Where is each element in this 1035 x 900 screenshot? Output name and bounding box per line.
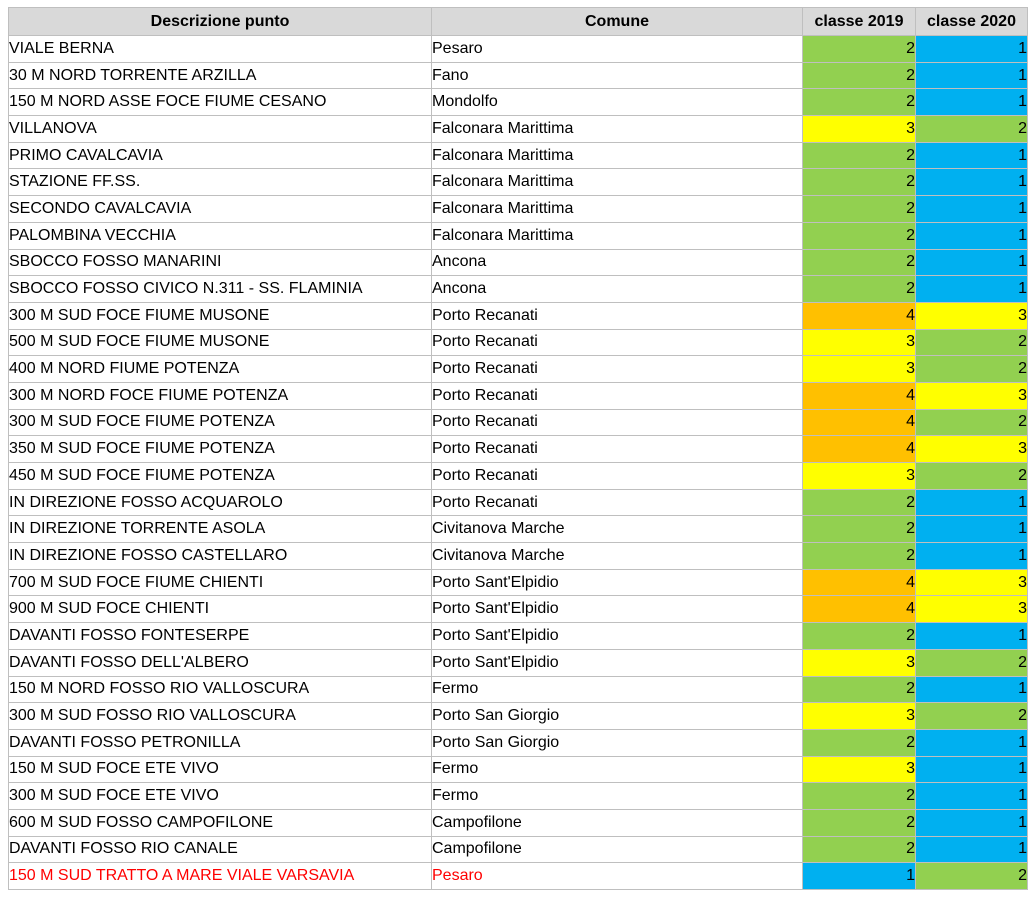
cell-classe-2020[interactable]: 2 — [916, 703, 1028, 730]
cell-classe-2020[interactable]: 1 — [916, 62, 1028, 89]
table-row — [9, 276, 1028, 303]
cell-classe-2019[interactable]: 2 — [803, 729, 916, 756]
cell-classe-2019[interactable]: 4 — [803, 436, 916, 463]
cell-descrizione[interactable]: 150 M SUD TRATTO A MARE VIALE VARSAVIA — [9, 863, 432, 890]
cell-classe-2020[interactable]: 1 — [916, 623, 1028, 650]
table-row — [9, 569, 1028, 596]
table-row — [9, 409, 1028, 436]
cell-classe-2020[interactable]: 3 — [916, 382, 1028, 409]
cell-descrizione[interactable]: STAZIONE FF.SS. — [9, 169, 432, 196]
table-row — [9, 249, 1028, 276]
cell-comune[interactable]: Porto Recanati — [432, 489, 803, 516]
cell-comune[interactable]: Porto San Giorgio — [432, 729, 803, 756]
cell-descrizione[interactable]: PRIMO CAVALCAVIA — [9, 142, 432, 169]
table-row — [9, 649, 1028, 676]
cell-comune[interactable]: Porto Recanati — [432, 463, 803, 490]
cell-descrizione[interactable]: PALOMBINA VECCHIA — [9, 222, 432, 249]
cell-descrizione[interactable]: DAVANTI FOSSO RIO CANALE — [9, 836, 432, 863]
cell-comune[interactable]: Porto Recanati — [432, 409, 803, 436]
cell-descrizione[interactable]: 350 M SUD FOCE FIUME POTENZA — [9, 436, 432, 463]
cell-classe-2019[interactable]: 3 — [803, 116, 916, 143]
cell-comune[interactable]: Mondolfo — [432, 89, 803, 116]
cell-descrizione[interactable]: 150 M SUD FOCE ETE VIVO — [9, 756, 432, 783]
cell-classe-2020[interactable]: 1 — [916, 196, 1028, 223]
cell-comune[interactable]: Falconara Marittima — [432, 169, 803, 196]
table-row — [9, 729, 1028, 756]
cell-classe-2020[interactable]: 1 — [916, 756, 1028, 783]
header-classe-2019[interactable]: classe 2019 — [803, 8, 916, 36]
cell-descrizione[interactable]: SBOCCO FOSSO MANARINI — [9, 249, 432, 276]
cell-descrizione[interactable]: VIALE BERNA — [9, 36, 432, 63]
table-row — [9, 222, 1028, 249]
table-row — [9, 116, 1028, 143]
cell-classe-2019[interactable]: 2 — [803, 676, 916, 703]
cell-comune[interactable]: Porto Recanati — [432, 382, 803, 409]
table-row — [9, 516, 1028, 543]
cell-descrizione[interactable]: 150 M NORD FOSSO RIO VALLOSCURA — [9, 676, 432, 703]
cell-comune[interactable]: Fermo — [432, 783, 803, 810]
cell-classe-2020[interactable]: 1 — [916, 516, 1028, 543]
header-descrizione[interactable]: Descrizione punto — [9, 8, 432, 36]
cell-classe-2019[interactable]: 2 — [803, 89, 916, 116]
cell-classe-2020[interactable]: 1 — [916, 543, 1028, 570]
cell-descrizione[interactable]: 600 M SUD FOSSO CAMPOFILONE — [9, 809, 432, 836]
cell-classe-2020[interactable]: 3 — [916, 596, 1028, 623]
table-row — [9, 329, 1028, 356]
cell-classe-2020[interactable]: 1 — [916, 276, 1028, 303]
cell-descrizione[interactable]: IN DIREZIONE TORRENTE ASOLA — [9, 516, 432, 543]
table-row — [9, 36, 1028, 63]
table-row — [9, 196, 1028, 223]
cell-descrizione[interactable]: DAVANTI FOSSO DELL'ALBERO — [9, 649, 432, 676]
cell-comune[interactable]: Falconara Marittima — [432, 222, 803, 249]
cell-classe-2020[interactable]: 2 — [916, 356, 1028, 383]
cell-descrizione[interactable]: VILLANOVA — [9, 116, 432, 143]
cell-comune[interactable]: Porto San Giorgio — [432, 703, 803, 730]
cell-descrizione[interactable]: 300 M NORD FOCE FIUME POTENZA — [9, 382, 432, 409]
cell-classe-2019[interactable]: 2 — [803, 836, 916, 863]
cell-classe-2020[interactable]: 3 — [916, 569, 1028, 596]
table-row — [9, 836, 1028, 863]
header-classe-2020[interactable]: classe 2020 — [916, 8, 1028, 36]
cell-classe-2020[interactable]: 2 — [916, 863, 1028, 890]
cell-classe-2020[interactable]: 1 — [916, 729, 1028, 756]
cell-classe-2019[interactable]: 1 — [803, 863, 916, 890]
cell-descrizione[interactable]: 450 M SUD FOCE FIUME POTENZA — [9, 463, 432, 490]
cell-classe-2019[interactable]: 2 — [803, 276, 916, 303]
cell-comune[interactable]: Falconara Marittima — [432, 196, 803, 223]
cell-classe-2019[interactable]: 3 — [803, 329, 916, 356]
cell-classe-2019[interactable]: 2 — [803, 543, 916, 570]
cell-classe-2020[interactable]: 2 — [916, 649, 1028, 676]
cell-descrizione[interactable]: IN DIREZIONE FOSSO ACQUAROLO — [9, 489, 432, 516]
cell-classe-2019[interactable]: 3 — [803, 756, 916, 783]
table-row — [9, 463, 1028, 490]
cell-classe-2019[interactable]: 4 — [803, 596, 916, 623]
cell-classe-2020[interactable]: 1 — [916, 249, 1028, 276]
cell-comune[interactable]: Fermo — [432, 756, 803, 783]
cell-classe-2019[interactable]: 4 — [803, 382, 916, 409]
cell-comune[interactable]: Pesaro — [432, 36, 803, 63]
cell-comune[interactable]: Porto Recanati — [432, 329, 803, 356]
classification-table — [8, 7, 1028, 890]
cell-comune[interactable]: Ancona — [432, 249, 803, 276]
cell-classe-2019[interactable]: 2 — [803, 196, 916, 223]
cell-comune[interactable]: Fano — [432, 62, 803, 89]
cell-descrizione[interactable]: 30 M NORD TORRENTE ARZILLA — [9, 62, 432, 89]
header-comune[interactable]: Comune — [432, 8, 803, 36]
cell-descrizione[interactable]: 700 M SUD FOCE FIUME CHIENTI — [9, 569, 432, 596]
table-row — [9, 596, 1028, 623]
header-row — [9, 8, 1028, 36]
cell-classe-2020[interactable]: 1 — [916, 89, 1028, 116]
cell-classe-2019[interactable]: 2 — [803, 36, 916, 63]
cell-classe-2020[interactable]: 1 — [916, 676, 1028, 703]
cell-comune[interactable]: Porto Sant'Elpidio — [432, 569, 803, 596]
cell-comune[interactable]: Fermo — [432, 676, 803, 703]
cell-classe-2019[interactable]: 2 — [803, 516, 916, 543]
cell-comune[interactable]: Campofilone — [432, 836, 803, 863]
cell-comune[interactable]: Civitanova Marche — [432, 543, 803, 570]
table-row — [9, 543, 1028, 570]
cell-classe-2019[interactable]: 2 — [803, 142, 916, 169]
table-row — [9, 436, 1028, 463]
cell-classe-2019[interactable]: 2 — [803, 62, 916, 89]
cell-descrizione[interactable]: 300 M SUD FOCE FIUME POTENZA — [9, 409, 432, 436]
cell-classe-2020[interactable]: 2 — [916, 329, 1028, 356]
cell-comune[interactable]: Porto Recanati — [432, 302, 803, 329]
table-row — [9, 809, 1028, 836]
cell-classe-2020[interactable]: 1 — [916, 222, 1028, 249]
cell-classe-2019[interactable]: 2 — [803, 809, 916, 836]
cell-classe-2019[interactable]: 2 — [803, 249, 916, 276]
cell-classe-2020[interactable]: 1 — [916, 36, 1028, 63]
cell-classe-2019[interactable]: 4 — [803, 569, 916, 596]
table-row — [9, 623, 1028, 650]
table-row — [9, 489, 1028, 516]
cell-classe-2020[interactable]: 2 — [916, 463, 1028, 490]
cell-classe-2019[interactable]: 2 — [803, 222, 916, 249]
cell-comune[interactable]: Pesaro — [432, 863, 803, 890]
cell-comune[interactable]: Falconara Marittima — [432, 116, 803, 143]
cell-classe-2019[interactable]: 3 — [803, 703, 916, 730]
cell-classe-2020[interactable]: 1 — [916, 169, 1028, 196]
cell-classe-2020[interactable]: 1 — [916, 489, 1028, 516]
cell-descrizione[interactable]: 300 M SUD FOCE ETE VIVO — [9, 783, 432, 810]
table-row — [9, 89, 1028, 116]
cell-descrizione[interactable]: SBOCCO FOSSO CIVICO N.311 - SS. FLAMINIA — [9, 276, 432, 303]
cell-classe-2019[interactable]: 3 — [803, 356, 916, 383]
table-row — [9, 863, 1028, 890]
cell-descrizione[interactable]: DAVANTI FOSSO FONTESERPE — [9, 623, 432, 650]
table-row — [9, 703, 1028, 730]
cell-classe-2020[interactable]: 3 — [916, 302, 1028, 329]
cell-descrizione[interactable]: 150 M NORD ASSE FOCE FIUME CESANO — [9, 89, 432, 116]
cell-comune[interactable]: Ancona — [432, 276, 803, 303]
cell-comune[interactable]: Falconara Marittima — [432, 142, 803, 169]
cell-descrizione[interactable]: 400 M NORD FIUME POTENZA — [9, 356, 432, 383]
cell-classe-2019[interactable]: 4 — [803, 302, 916, 329]
cell-classe-2020[interactable]: 1 — [916, 142, 1028, 169]
cell-classe-2020[interactable]: 1 — [916, 836, 1028, 863]
cell-classe-2019[interactable]: 4 — [803, 409, 916, 436]
cell-classe-2020[interactable]: 1 — [916, 809, 1028, 836]
cell-comune[interactable]: Civitanova Marche — [432, 516, 803, 543]
cell-classe-2019[interactable]: 2 — [803, 623, 916, 650]
table-row — [9, 356, 1028, 383]
cell-comune[interactable]: Porto Sant'Elpidio — [432, 623, 803, 650]
cell-classe-2019[interactable]: 2 — [803, 489, 916, 516]
cell-descrizione[interactable]: 300 M SUD FOSSO RIO VALLOSCURA — [9, 703, 432, 730]
table-row — [9, 62, 1028, 89]
cell-classe-2019[interactable]: 2 — [803, 783, 916, 810]
cell-classe-2020[interactable]: 2 — [916, 116, 1028, 143]
cell-descrizione[interactable]: IN DIREZIONE FOSSO CASTELLARO — [9, 543, 432, 570]
cell-descrizione[interactable]: 900 M SUD FOCE CHIENTI — [9, 596, 432, 623]
cell-classe-2019[interactable]: 3 — [803, 463, 916, 490]
cell-comune[interactable]: Campofilone — [432, 809, 803, 836]
cell-classe-2020[interactable]: 1 — [916, 783, 1028, 810]
table-row — [9, 169, 1028, 196]
cell-comune[interactable]: Porto Sant'Elpidio — [432, 596, 803, 623]
table-row — [9, 382, 1028, 409]
cell-classe-2019[interactable]: 3 — [803, 649, 916, 676]
table-row — [9, 302, 1028, 329]
cell-classe-2020[interactable]: 3 — [916, 436, 1028, 463]
cell-descrizione[interactable]: DAVANTI FOSSO PETRONILLA — [9, 729, 432, 756]
table-row — [9, 142, 1028, 169]
table-body — [9, 36, 1028, 890]
cell-comune[interactable]: Porto Recanati — [432, 436, 803, 463]
table-row — [9, 783, 1028, 810]
table-row — [9, 676, 1028, 703]
cell-classe-2019[interactable]: 2 — [803, 169, 916, 196]
cell-comune[interactable]: Porto Sant'Elpidio — [432, 649, 803, 676]
cell-classe-2020[interactable]: 2 — [916, 409, 1028, 436]
cell-descrizione[interactable]: SECONDO CAVALCAVIA — [9, 196, 432, 223]
cell-comune[interactable]: Porto Recanati — [432, 356, 803, 383]
table-row — [9, 756, 1028, 783]
cell-descrizione[interactable]: 300 M SUD FOCE FIUME MUSONE — [9, 302, 432, 329]
cell-descrizione[interactable]: 500 M SUD FOCE FIUME MUSONE — [9, 329, 432, 356]
